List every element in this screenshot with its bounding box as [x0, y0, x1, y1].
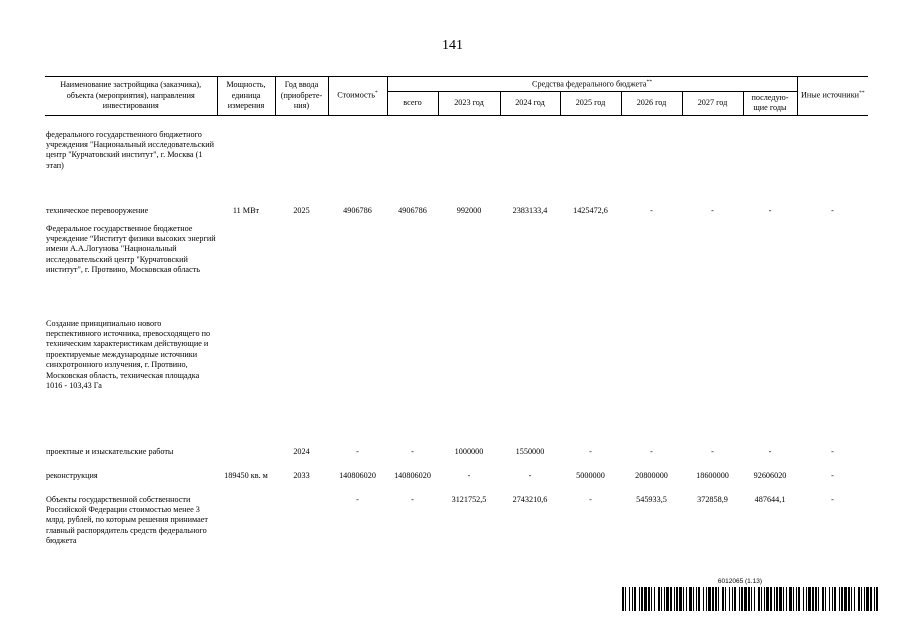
header-cost-label: Стоимость — [337, 90, 375, 100]
header-other-footnote: ** — [859, 90, 865, 97]
row-name: федерального государственного бюджетного учреждения "Национальный исследовательский центр "Курчатовский институт", г. Москва (1 этап) — [46, 129, 215, 170]
header-federal — [387, 77, 797, 92]
row-cost: 140806020 — [339, 470, 376, 480]
table-row — [45, 447, 868, 471]
row-2023: 992000 — [456, 205, 482, 215]
row-2025: 1425472,6 — [573, 205, 608, 215]
row-2023: - — [467, 470, 471, 480]
row-year: 2024 — [293, 446, 310, 456]
row-later: - — [768, 205, 772, 215]
header-year: Год ввода (приобрете-ния) — [275, 77, 328, 116]
row-2025: 5000000 — [576, 470, 605, 480]
row-2024: 2743210,6 — [512, 494, 548, 504]
header-federal-label: Средства федерального бюджета — [532, 79, 647, 89]
row-capacity — [217, 495, 275, 569]
barcode — [622, 578, 882, 612]
header-total: всего — [387, 92, 438, 116]
row-2025: - — [589, 446, 592, 456]
row-2024: 1550000 — [515, 446, 545, 456]
row-2026: - — [650, 446, 653, 456]
row-year: 2025 — [293, 205, 310, 215]
row-total: 4906786 — [398, 205, 427, 215]
row-name: техническое перевооружение — [46, 205, 149, 215]
row-other: - — [831, 470, 834, 480]
header-later: последую-щие годы — [743, 92, 797, 116]
row-name: проектные и изыскательские работы — [46, 446, 174, 456]
row-2024: 2383133,4 — [512, 205, 548, 215]
row-capacity: 11 МВт — [232, 205, 260, 215]
row-2023: 1000000 — [454, 446, 484, 456]
row-2026: 20800000 — [635, 470, 668, 480]
header-other — [797, 77, 868, 116]
row-name: Объекты государственной собственности Российской Федерации стоимостью менее 3 млрд. рублей, по которым решения принимает главный распорядитель средств федерального бюджета — [46, 494, 208, 546]
row-name: реконструкция — [46, 470, 98, 480]
row-total: - — [411, 494, 414, 504]
table-row — [45, 224, 868, 319]
row-cost: 4906786 — [343, 205, 372, 215]
row-2025: - — [589, 494, 592, 504]
row-name: Создание принципиально нового перспективного источника, превосходящего по техническим характеристикам действующие и проектируемые международные источники синхротронного излучения, г. Протвино, Московская область, техническая площадка 1016 - 103,43 Га — [46, 318, 211, 390]
row-capacity — [217, 447, 275, 471]
row-other: - — [831, 494, 834, 504]
row-2026: 545933,5 — [636, 494, 667, 504]
table-row — [45, 319, 868, 447]
row-total: - — [411, 446, 414, 456]
row-later: 487644,1 — [754, 494, 786, 504]
row-total: 140806020 — [394, 470, 431, 480]
row-cost: - — [356, 446, 359, 456]
row-later: 92606020 — [753, 470, 787, 480]
row-year: 2033 — [293, 470, 310, 480]
row-2027: - — [711, 205, 714, 215]
row-year — [275, 495, 328, 569]
header-2027: 2027 год — [682, 92, 743, 116]
row-other: - — [831, 205, 834, 215]
barcode-icon — [622, 587, 880, 611]
page-number: 141 — [442, 38, 463, 53]
row-2027: 372858,9 — [697, 494, 728, 504]
header-2024: 2024 год — [500, 92, 560, 116]
header-name: Наименование застройщика (заказчика), объекта (мероприятия), направления инвестирования — [45, 77, 217, 116]
row-2027: 18600000 — [696, 470, 729, 480]
header-cost — [328, 77, 387, 116]
header-capacity: Мощность, единица измерения — [217, 77, 275, 116]
row-name: Федеральное государственное бюджетное учреждение “Институт физики высоких энергий имени А.А.Логунова "Национальный исследовательский центр "Курчатовский институт", г. Протвино, Московская область — [46, 223, 216, 275]
header-2023: 2023 год — [438, 92, 500, 116]
header-federal-footnote: ** — [646, 78, 652, 85]
row-other: - — [831, 446, 834, 456]
table-row — [45, 130, 868, 206]
row-2024: - — [528, 470, 532, 480]
row-capacity: 189450 кв. м — [224, 470, 268, 480]
row-2027: - — [711, 446, 714, 456]
barcode-label: 6012065 (1.13) — [717, 578, 762, 585]
table-row — [45, 471, 868, 495]
investment-table — [45, 76, 868, 569]
spacer-row — [45, 115, 868, 130]
header-2026: 2026 год — [621, 92, 682, 116]
row-2026: - — [650, 205, 653, 215]
header-other-label: Иные источники — [800, 90, 860, 100]
table-row — [45, 206, 868, 224]
row-2023: 3121752,5 — [451, 494, 487, 504]
header-cost-footnote: * — [374, 90, 378, 97]
row-cost: - — [356, 494, 359, 504]
table-row — [45, 495, 868, 569]
header-2025: 2025 год — [560, 92, 621, 116]
row-later: - — [768, 446, 772, 456]
